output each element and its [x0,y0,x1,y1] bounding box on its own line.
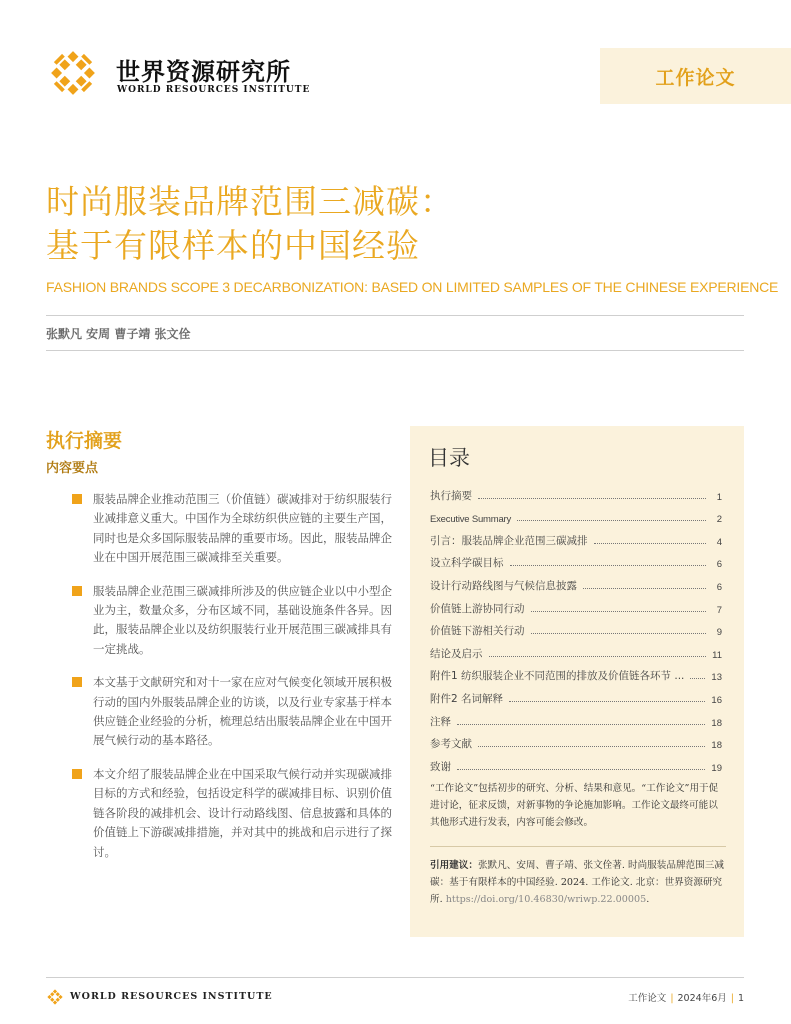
summary-heading: 执行摘要 [46,430,123,452]
toc-item[interactable] [430,661,722,684]
citation-doi-link[interactable]: https://doi.org/10.46830/wriwp.22.00005 [445,894,647,905]
toc-item-page: 18 [711,717,722,729]
toc-item[interactable] [430,570,722,593]
toc-item-page: 11 [712,649,722,661]
toc-item-label: 参考文献 [430,738,472,751]
wri-footer-logo-icon [46,988,64,1006]
toc-leader-dots [510,565,707,566]
title-english: FASHION BRANDS SCOPE 3 DECARBONIZATION: BASED ON LIMITED SAMPLES OF THE CHINESE EXPERIENCE [46,279,779,295]
toc-leader-dots [489,656,707,657]
toc-item-page: 16 [711,694,722,706]
toc-title: 目录 [428,446,470,470]
toc-item[interactable] [430,548,722,571]
toc-item-page: 4 [716,536,722,548]
toc-item-label: 价值链下游相关行动 [430,625,525,638]
footer-separator: | [670,993,674,1004]
toc-item-page: 2 [716,514,722,526]
key-point [72,673,392,751]
key-point-text: 服装品牌企业范围三碳减排所涉及的供应链企业以中小型企业为主，数量众多，分布区域不同，基础设施条件各异。因此，服装品牌企业以及纺织服装行业开展范围三碳减排具有一定挑战。 [93,583,392,656]
toc-leader-dots [690,678,705,679]
bullet-square-icon [72,677,82,687]
org-name-en: WORLD RESOURCES INSTITUTE [117,85,311,95]
page-title [46,180,454,268]
toc-item-page: 1 [716,491,722,503]
key-point [72,490,392,568]
citation-label: 引用建议： [430,860,478,871]
key-point-text: 服装品牌企业推动范围三（价值链）碳减排对于纺织服装行业减排意义重大。中国作为全球纺织供应链的主要生产国，同时也是众多国际服装品牌的重要市场。因此，服装品牌企业在中国开展范围三碳减排至关重要。 [93,492,392,565]
toc-item[interactable] [430,480,722,503]
toc-item-label: 附件2 名词解释 [430,692,504,705]
footer-divider [46,977,744,978]
toc-item-page: 18 [711,740,722,752]
toc-list [430,480,722,774]
bullet-square-icon [72,769,82,779]
toc-leader-dots [583,588,706,589]
key-point-text: 本文基于文献研究和对十一家在应对气候变化领域开展积极行动的国内外服装品牌企业的访谈，以及行业专家基于样本供应链企业经验的分析，梳理总结出服装品牌企业在中国开展气候行动的基本路径。 [93,675,392,748]
key-point [72,582,392,660]
paper-type-tag: 工作论文 [600,48,791,104]
toc-item[interactable] [430,503,722,526]
working-paper-note: “工作论文”包括初步的研究、分析、结果和意见。“工作论文”用于促进讨论，征求反馈，对新事物的争论施加影响。工作论文最终可能以其他形式进行发表，内容可能会修改。 [430,783,719,828]
toc-leader-dots [594,543,707,544]
toc-item-page: 6 [716,559,722,571]
toc-item-label: 设计行动路线图与气候信息披露 [430,579,577,592]
toc-item[interactable] [430,593,722,616]
wri-logo [44,44,311,106]
authors: 张默凡 安周 曹子靖 张文佺 [46,327,191,341]
toc-item-label: 设立科学碳目标 [430,557,504,570]
toc-item-label: 结论及启示 [430,647,483,660]
toc-item-page: 9 [716,627,722,639]
key-points-list [72,490,392,876]
org-name-cn: 世界资源研究所 [116,57,291,86]
toc-item-label: 价值链上游协同行动 [430,602,525,615]
toc-item-label: 引言：服装品牌企业范围三碳减排 [430,534,588,547]
title-line-2: 基于有限样本的中国经验 [46,226,420,265]
toc-item[interactable] [430,525,722,548]
toc-item-label: 执行摘要 [430,489,472,502]
toc-item-page: 6 [716,581,722,593]
citation-text: 张默凡、安周、曹子靖、张文佺著. 时尚服装品牌范围三减碳：基于有限样本的中国经验. 2024. 工作论文. 北京：世界资源研究所. [430,860,724,905]
footer-date: 2024年6月 [677,993,727,1004]
toc-item-label: Executive Summary [430,514,512,526]
citation-end: . [646,894,650,905]
toc-item-label: 致谢 [430,760,451,773]
toc-leader-dots [478,498,706,499]
divider [430,846,726,847]
toc-item-page: 13 [711,672,722,684]
toc-item-page: 7 [716,604,722,616]
bullet-square-icon [72,494,82,504]
toc-leader-dots [478,746,705,747]
toc-item[interactable] [430,616,722,639]
toc-item[interactable] [430,751,722,774]
toc-leader-dots [531,611,707,612]
footer-org-name: WORLD RESOURCES INSTITUTE [70,991,273,1002]
key-point [72,765,392,862]
toc-leader-dots [509,701,705,702]
page-number: 1 [737,993,744,1004]
divider [46,350,744,351]
citation [430,857,726,908]
key-point-text: 本文介绍了服装品牌企业在中国采取气候行动并实现碳减排目标的方式和经验，包括设定科学的碳减排目标、识别价值链各阶段的减排机会、设计行动路线图、信息披露和具体的价值链上下游碳减排措施，并对其中的挑战和启示进行了探讨。 [93,766,392,859]
toc-leader-dots [531,633,707,634]
toc-item-label: 注释 [430,715,451,728]
footer-separator: | [730,993,734,1004]
summary-subheading: 内容要点 [46,461,99,476]
footer-paper-type: 工作论文 [628,993,667,1004]
wri-logo-mark-icon [44,44,102,102]
divider [46,315,744,316]
toc-leader-dots [457,724,705,725]
bullet-square-icon [72,586,82,596]
toc-item[interactable] [430,638,722,661]
toc-leader-dots [517,520,706,521]
footer-meta [628,990,744,1004]
toc-leader-dots [457,769,705,770]
toc-item-page: 19 [711,762,722,774]
toc-item[interactable] [430,683,722,706]
toc-item[interactable] [430,729,722,752]
toc-item-label: 附件1 纺织服装企业不同范围的排放及价值链各环节 ... [430,670,685,683]
toc-item[interactable] [430,706,722,729]
title-line-1: 时尚服装品牌范围三减碳： [46,182,454,221]
